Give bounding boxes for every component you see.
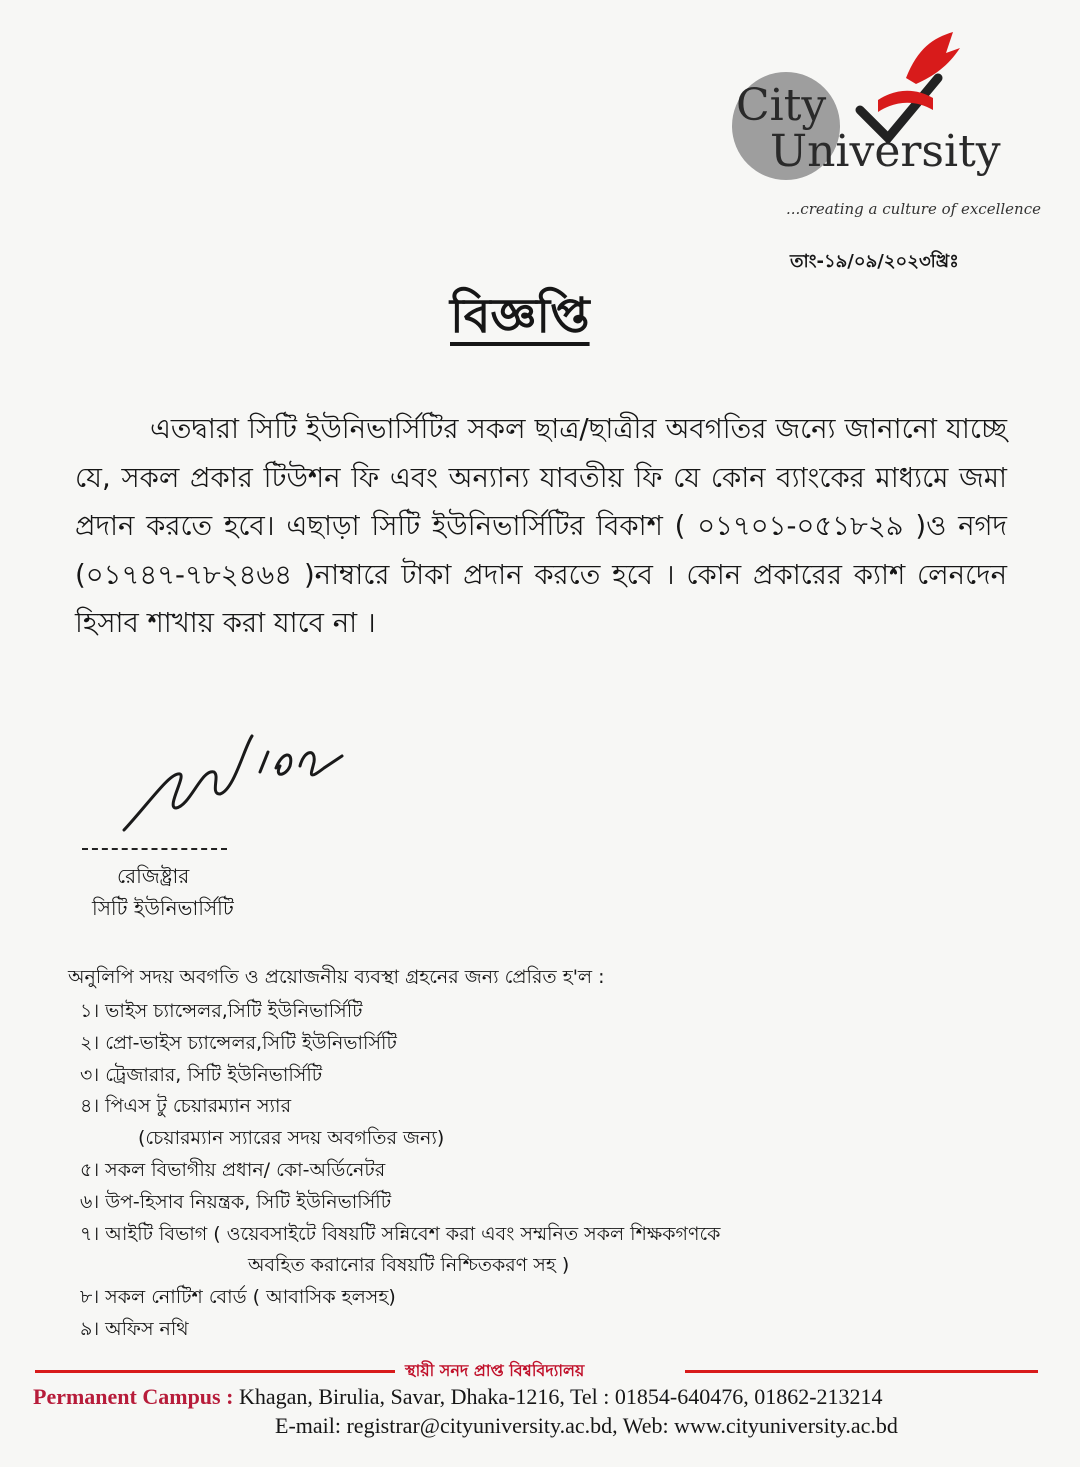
signature-line [82,848,227,850]
footer-divider-right [685,1370,1038,1373]
list-item: ৫। সকল বিভাগীয় প্রধান/ কো-অর্ডিনেটর [80,1158,386,1181]
footer-address [33,1384,883,1410]
notice-date: তাং-১৯/০৯/২০২৩খ্রিঃ [790,251,959,272]
list-item: ৪। পিএস টু চেয়ারম্যান স্যার [80,1095,292,1118]
list-item: ৮। সকল নোটিশ বোর্ড ( আবাসিক হলসহ) [80,1286,396,1309]
list-item: ৯। অফিস নথি [80,1317,189,1340]
list-item: ৬। উপ-হিসাব নিয়ন্ত্রক, সিটি ইউনিভার্সিটি [80,1190,392,1213]
logo-city-text: City [736,80,827,131]
list-item: ১। ভাইস চ্যান্সেলর,সিটি ইউনিভার্সিটি [80,1000,363,1022]
footer-accreditation: স্থায়ী সনদ প্রাপ্ত বিশ্ববিদ্যালয় [405,1361,585,1380]
notice-title: বিজ্ঞপ্তি [450,288,590,344]
cc-heading: অনুলিপি সদয় অবগতি ও প্রয়োজনীয় ব্যবস্থা গ্রহনের জন্য প্রেরিত হ'ল : [68,966,605,988]
signatory-title: রেজিষ্ট্রার [117,864,190,888]
notice-body: এতদ্বারা সিটি ইউনিভার্সিটির সকল ছাত্র/ছাত্রীর অবগতির জন্যে জানানো যাচ্ছে যে, সকল প্রকার টিউশন ফি এবং অন্যান্য যাবতীয় ফি যে কোন ব্যাংকের মাধ্যমে জমা প্রদান করতে হবে। এছাড়া সিটি ইউনিভার্সিটির বিকাশ ( ০১৭০১-০৫১৮২৯ )ও নগদ (০১৭৪৭-৭৮২৪৬৪ )নাম্বারে টাকা প্রদান করতে হবে । কোন প্রকারের ক্যাশ লেনদেন হিসাব শাখায় করা যাবে না । [75,413,1007,639]
campus-address: Khagan, Birulia, Savar, Dhaka-1216, Tel : 01854-640476, 01862-213214 [238,1384,883,1409]
list-item: (চেয়ারম্যান স্যারের সদয় অবগতির জন্য) [138,1127,445,1150]
signatory-org: সিটি ইউনিভার্সিটি [92,896,234,920]
list-item: অবহিত করানোর বিষয়টি নিশ্চিতকরণ সহ ) [248,1254,570,1277]
footer-contact: E-mail: registrar@cityuniversity.ac.bd, Web: www.cityuniversity.ac.bd [275,1413,898,1438]
logo-university-text: University [770,126,1001,177]
logo-tagline: ...creating a culture of excellence [786,200,1041,218]
cc-list [80,996,720,1346]
footer-divider-left [35,1370,395,1373]
signature-icon [110,712,350,842]
list-item: ৭। আইটি বিভাগ ( ওয়েবসাইটে বিষয়টি সন্নিবেশ করা এবং সম্মনিত সকল শিক্ষকগণকে [80,1222,721,1245]
university-logo [728,18,1048,218]
list-item: ৩। ট্রেজারার, সিটি ইউনিভার্সিটি [80,1063,323,1086]
list-item: ২। প্রো-ভাইস চ্যান্সেলর,সিটি ইউনিভার্সিটি [80,1031,397,1054]
campus-label: Permanent Campus : [33,1384,234,1409]
